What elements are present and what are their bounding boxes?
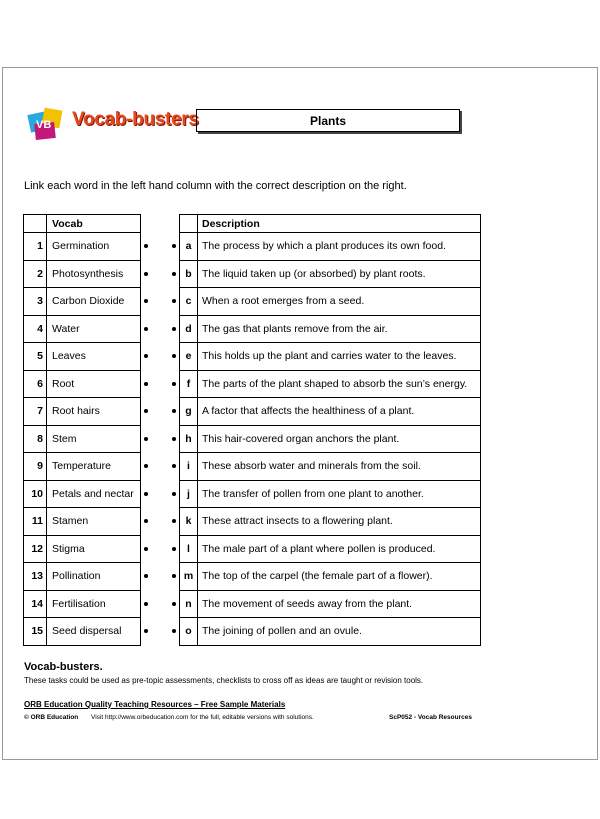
vocab-word: Stigma <box>47 535 141 563</box>
description-table <box>179 214 481 646</box>
description-letter: h <box>180 425 198 453</box>
description-letter: o <box>180 618 198 646</box>
vocab-number: 5 <box>24 343 47 371</box>
description-text: The transfer of pollen from one plant to another. <box>198 480 481 508</box>
vocab-match-dot[interactable] <box>144 629 148 633</box>
vocab-row <box>24 260 141 288</box>
description-row <box>180 563 481 591</box>
description-text: When a root emerges from a seed. <box>198 288 481 316</box>
vocab-row <box>24 398 141 426</box>
vocab-match-dot[interactable] <box>144 602 148 606</box>
vocab-match-dot[interactable] <box>144 327 148 331</box>
description-text: A factor that affects the healthiness of a plant. <box>198 398 481 426</box>
vocab-row <box>24 233 141 261</box>
vocab-row <box>24 618 141 646</box>
description-match-dot[interactable] <box>172 327 176 331</box>
vocab-word: Seed dispersal <box>47 618 141 646</box>
description-row <box>180 618 481 646</box>
description-match-dot[interactable] <box>172 519 176 523</box>
description-row <box>180 535 481 563</box>
page-title <box>196 109 460 132</box>
vocab-header-row <box>24 215 141 233</box>
description-letter: i <box>180 453 198 481</box>
vocab-row <box>24 288 141 316</box>
description-row <box>180 590 481 618</box>
description-match-dot[interactable] <box>172 299 176 303</box>
footer-title: Vocab-busters. <box>24 661 103 673</box>
description-letter: e <box>180 343 198 371</box>
orb-title-link[interactable]: ORB Education Quality Teaching Resources – Free Sample Materials <box>24 700 286 709</box>
vocab-row <box>24 343 141 371</box>
description-letter: n <box>180 590 198 618</box>
description-match-dot[interactable] <box>172 574 176 578</box>
vocab-number: 10 <box>24 480 47 508</box>
vocab-word: Fertilisation <box>47 590 141 618</box>
vocab-match-dot[interactable] <box>144 244 148 248</box>
description-row <box>180 398 481 426</box>
description-text: The parts of the plant shaped to absorb the sun’s energy. <box>198 370 481 398</box>
vocab-word: Photosynthesis <box>47 260 141 288</box>
description-letter: a <box>180 233 198 261</box>
description-text: The joining of pollen and an ovule. <box>198 618 481 646</box>
vocab-match-dot[interactable] <box>144 437 148 441</box>
description-letter: l <box>180 535 198 563</box>
vocab-word: Root <box>47 370 141 398</box>
vocab-match-dot[interactable] <box>144 354 148 358</box>
vocab-number: 3 <box>24 288 47 316</box>
vocab-number: 11 <box>24 508 47 536</box>
description-row <box>180 453 481 481</box>
description-match-dot[interactable] <box>172 437 176 441</box>
description-text: The process by which a plant produces its own food. <box>198 233 481 261</box>
description-match-dot[interactable] <box>172 602 176 606</box>
vocab-header: Vocab <box>47 215 141 233</box>
vocab-number: 6 <box>24 370 47 398</box>
vocab-row <box>24 535 141 563</box>
description-match-dot[interactable] <box>172 492 176 496</box>
description-match-dot[interactable] <box>172 464 176 468</box>
description-text: The gas that plants remove from the air. <box>198 315 481 343</box>
description-text: This hair-covered organ anchors the plant. <box>198 425 481 453</box>
vocab-word: Pollination <box>47 563 141 591</box>
vocab-word: Water <box>47 315 141 343</box>
vocab-table <box>23 214 141 646</box>
vocab-row <box>24 315 141 343</box>
vocab-word: Carbon Dioxide <box>47 288 141 316</box>
vocab-number: 9 <box>24 453 47 481</box>
description-row <box>180 260 481 288</box>
vocab-match-dot[interactable] <box>144 382 148 386</box>
vocab-row <box>24 480 141 508</box>
description-letter: d <box>180 315 198 343</box>
page-title-text: Plants <box>309 113 346 128</box>
vocab-word: Leaves <box>47 343 141 371</box>
vocab-number: 8 <box>24 425 47 453</box>
visit-text: Visit http://www.orbeducation.com for the full, editable versions with solutions. <box>91 714 314 721</box>
vocab-match-dot[interactable] <box>144 492 148 496</box>
description-letter: m <box>180 563 198 591</box>
description-letter: g <box>180 398 198 426</box>
resource-code: ScP052 - Vocab Resources <box>389 714 472 721</box>
description-row <box>180 480 481 508</box>
description-row <box>180 370 481 398</box>
description-header-row <box>180 215 481 233</box>
vocab-match-dot[interactable] <box>144 272 148 276</box>
vocab-word: Temperature <box>47 453 141 481</box>
vocab-match-dot[interactable] <box>144 409 148 413</box>
description-match-dot[interactable] <box>172 354 176 358</box>
instruction-text: Link each word in the left hand column with the correct description on the right. <box>24 180 407 192</box>
footer-note: These tasks could be used as pre-topic assessments, checklists to cross off as ideas are taught or revision tools. <box>24 676 424 685</box>
description-match-dot[interactable] <box>172 547 176 551</box>
vocab-match-dot[interactable] <box>144 464 148 468</box>
vocab-row <box>24 590 141 618</box>
vocab-number: 4 <box>24 315 47 343</box>
vocab-word: Petals and nectar <box>47 480 141 508</box>
description-row <box>180 315 481 343</box>
description-row <box>180 508 481 536</box>
logo-mark: VB <box>36 119 52 131</box>
description-letter: j <box>180 480 198 508</box>
description-text: The movement of seeds away from the plant. <box>198 590 481 618</box>
vocab-match-dot[interactable] <box>144 299 148 303</box>
vocab-num-header <box>24 215 47 233</box>
vocab-word: Germination <box>47 233 141 261</box>
description-text: The top of the carpel (the female part of a flower). <box>198 563 481 591</box>
vocab-row <box>24 563 141 591</box>
description-match-dot[interactable] <box>172 244 176 248</box>
vocab-match-dot[interactable] <box>144 519 148 523</box>
vocab-word: Root hairs <box>47 398 141 426</box>
vocab-number: 1 <box>24 233 47 261</box>
description-row <box>180 425 481 453</box>
description-text: These absorb water and minerals from the soil. <box>198 453 481 481</box>
description-text: These attract insects to a flowering plant. <box>198 508 481 536</box>
vocab-number: 15 <box>24 618 47 646</box>
vocab-word: Stamen <box>47 508 141 536</box>
description-match-dot[interactable] <box>172 629 176 633</box>
description-text: The male part of a plant where pollen is produced. <box>198 535 481 563</box>
description-text: This holds up the plant and carries water to the leaves. <box>198 343 481 371</box>
description-letter: f <box>180 370 198 398</box>
description-letter: c <box>180 288 198 316</box>
copyright-text: © ORB Education <box>24 714 79 721</box>
description-header: Description <box>198 215 481 233</box>
vocab-match-dot[interactable] <box>144 574 148 578</box>
description-match-dot[interactable] <box>172 382 176 386</box>
vocab-row <box>24 370 141 398</box>
description-row <box>180 233 481 261</box>
vocab-word: Stem <box>47 425 141 453</box>
description-match-dot[interactable] <box>172 272 176 276</box>
vocab-row <box>24 453 141 481</box>
vocab-number: 7 <box>24 398 47 426</box>
vocab-number: 13 <box>24 563 47 591</box>
vocab-match-dot[interactable] <box>144 547 148 551</box>
vocab-number: 14 <box>24 590 47 618</box>
vocab-row <box>24 425 141 453</box>
description-letter: k <box>180 508 198 536</box>
description-match-dot[interactable] <box>172 409 176 413</box>
logo-text: Vocab-busters <box>72 109 199 130</box>
vocab-number: 2 <box>24 260 47 288</box>
description-row <box>180 288 481 316</box>
letter-header <box>180 215 198 233</box>
description-letter: b <box>180 260 198 288</box>
vocab-row <box>24 508 141 536</box>
description-text: The liquid taken up (or absorbed) by plant roots. <box>198 260 481 288</box>
vocab-number: 12 <box>24 535 47 563</box>
description-row <box>180 343 481 371</box>
